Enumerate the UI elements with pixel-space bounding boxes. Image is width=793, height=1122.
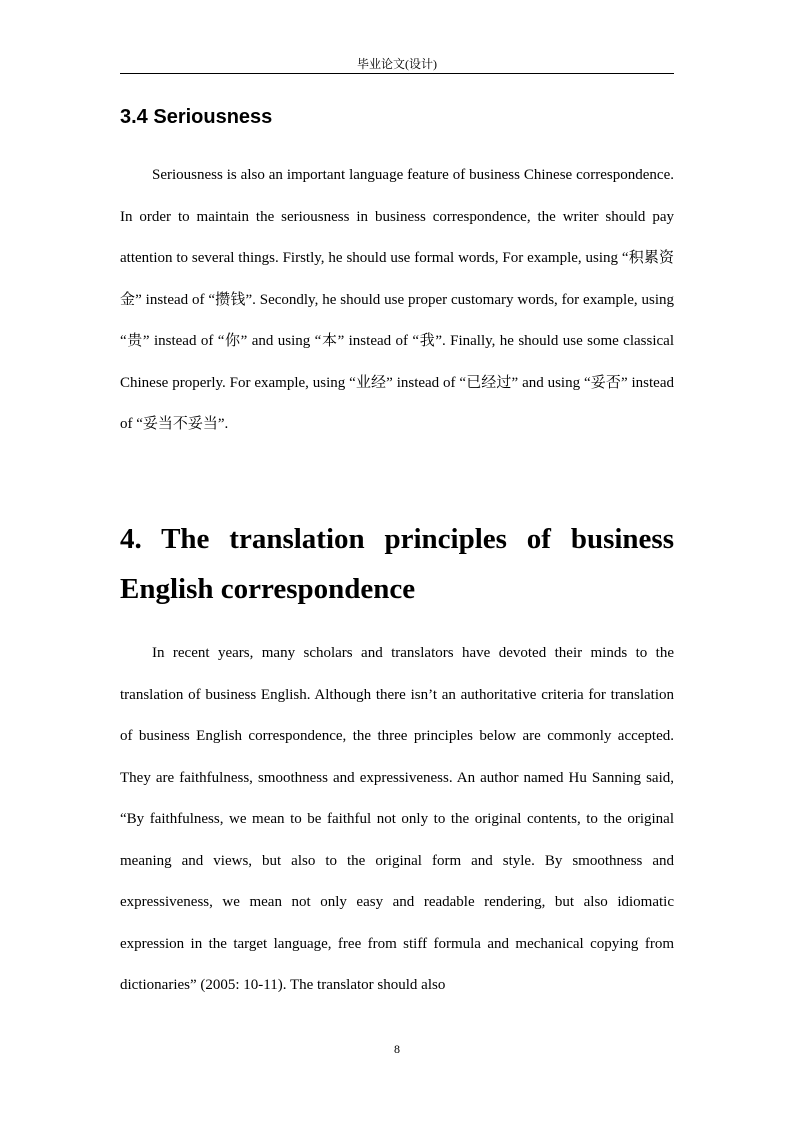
- section-3-4-heading: 3.4 Seriousness: [120, 106, 273, 128]
- section-4-heading: 4. The translation principles of business English correspondence: [120, 523, 674, 605]
- header-rule: [120, 73, 674, 74]
- section-4-paragraph: In recent years, many scholars and translators have devoted their minds to the translation of business English. Although there isn’t an authoritative criteria for translation of business English correspondence, the three principles below are commonly accepted. They are faithfulness, smoothness and expressiveness. An author named Hu Sanning said, “By faithfulness, we mean to be faithful not only to the original contents, to the original meaning and views, but also to the original form and style. By smoothness and expressiveness, we mean not only easy and readable rendering, but also idiomatic expression in the target language, free from stiff formula and mechanical copying from dictionaries” (2005: 10-11). The translator should also: [120, 645, 674, 993]
- running-header: 毕业论文(设计): [357, 57, 437, 71]
- page-number: 8: [394, 1042, 400, 1056]
- section-3-4-paragraph: Seriousness is also an important language feature of business Chinese correspondence. In order to maintain the seriousness in business correspondence, the writer should pay attention to several things. Firstly, he should use formal words, For example, using “积累资金” instead of “攒钱”. Secondly, he should use proper customary words, for example, using “贵” instead of “你” and using “本” instead of “我”. Finally, he should use some classical Chinese properly. For example, using “业经” instead of “已经过” and using “妥否” instead of “妥当不妥当”.: [120, 167, 674, 432]
